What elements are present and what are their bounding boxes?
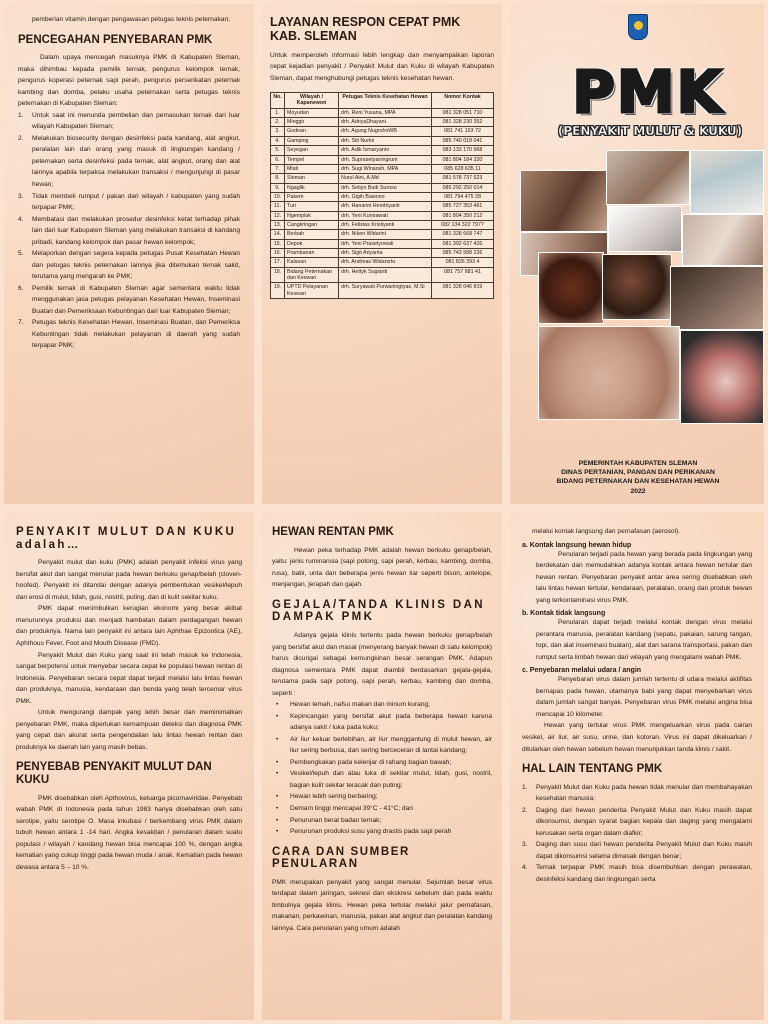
- row-wilayah: Bidang Peternakan dan Keswan: [285, 267, 339, 283]
- col-no: No.: [271, 93, 285, 109]
- prevention-item-number: 4.: [18, 215, 24, 223]
- row-kontak: 085 740 018 041: [432, 136, 494, 145]
- photo-foot: [670, 266, 764, 330]
- table-row: [271, 239, 494, 248]
- symptom-item: • Hewan lebih sering berbaring;: [276, 791, 492, 803]
- row-kontak: 081 794 475 28: [432, 192, 494, 201]
- prevention-item-text: Melaporkan dengan segera kepada petugas Pusat Kesehatan Hewan dan petugas teknis peternakan lainnya jika ditemukan ternak sakit, terutama yang mengarah ke PMK;: [32, 250, 240, 281]
- row-kontak: 083 133 170 968: [432, 146, 494, 155]
- other-item-number: 1.: [522, 783, 528, 791]
- row-wilayah: Sleman: [285, 174, 339, 183]
- susceptible-heading: HEWAN RENTAN PMK: [272, 526, 394, 538]
- photo-interdigital-lesion: [602, 254, 672, 320]
- table-header-row: [271, 93, 494, 109]
- row-petugas: drh. Hettyk Sugianti: [339, 267, 432, 283]
- row-petugas: drh. Sigit Ariyanta: [339, 248, 432, 257]
- row-petugas: drh. Suprasetyaningrum: [339, 155, 432, 164]
- col-wilayah: Wilayah / Kapanewon: [285, 93, 339, 109]
- prevention-item-number: 7.: [18, 319, 24, 327]
- prevention-item-number: 6.: [18, 284, 24, 292]
- row-wilayah: Ngemplak: [285, 211, 339, 220]
- table-row: [271, 258, 494, 267]
- symptoms-heading: GEJALA/TANDA KLINIS DAN DAMPAK PMK: [272, 598, 486, 624]
- gov-line-1: PEMERINTAH KABUPATEN SLEMAN: [578, 460, 698, 467]
- prevention-item-text: Pemilik ternak di Kabupaten Sleman agar sementara waktu tidak menggunakan jasa petugas pelayanan Kesehatan Hewan, Inseminasi Buatan dan Pemeriksaan Kebuntingan dari luar Kabupaten Sleman;: [32, 284, 240, 315]
- row-petugas: Nurul Aini, A.Md: [339, 174, 432, 183]
- symptom-item: • Air liur keluar berlebihan, air liur menggantung di mulut hewan, air liur sering berbusa, dan sering berceceran di lantai kandang;: [276, 734, 492, 757]
- table-row: [271, 248, 494, 257]
- photo-nose-saliva: [538, 326, 680, 420]
- photo-hoof-ulcer: [538, 252, 604, 324]
- prevention-item-text: Tidak membeli rumput / pakan dari wilayah / kabupaten yang sudah terpapar PMK;: [32, 192, 240, 212]
- table-row: [271, 118, 494, 127]
- row-kontak: 081 804 350 212: [432, 211, 494, 220]
- prevention-list: [18, 110, 240, 352]
- definition-paragraph-4: Untuk mengurangi dampak yang lebih besar dan meminimalkan penyebaran PMK, maka diperlukan kemampuan deteksi dan diagnosa PMK yang cepat dan akurat serta pengendalian lalu lintas hewan rentan dan produknya ke daerah lain yang masih bebas.: [16, 709, 242, 751]
- symptoms-list: [276, 699, 492, 837]
- symptom-item: • Pembengkakan pada kelenjar di rahang bagian bawah;: [276, 757, 492, 769]
- row-wilayah: Moyudan: [285, 108, 339, 117]
- table-row: [271, 220, 494, 229]
- row-petugas: drh. Suryawati Purwaningtyas, M.Si: [339, 283, 432, 299]
- gov-line-2: DINAS PERTANIAN, PANGAN DAN PERIKANAN: [561, 469, 715, 477]
- row-kontak: 085 743 588 226: [432, 248, 494, 257]
- prevention-item: [18, 283, 240, 318]
- row-kontak: 082 134 322 797?: [432, 220, 494, 229]
- row-no: 16.: [271, 248, 285, 257]
- row-kontak: 081 328 230 352: [432, 118, 494, 127]
- definition-paragraph-1: Penyakit mulut dan kuku (PMK) adalah penyakit infeksi virus yang bersifat akut dan sangat menular pada hewan berkuku genap/belah (cloven-hoofed). Penyakit ini ditandai dengan adanya pembentukan vesikel/lepuh dan erosi di mulut, lidah, gusi, nostril, puting, dan di kulit sekitar kuku.: [16, 559, 242, 601]
- prevention-item-text: Petugas teknis Kesehatan Hewan, Inseminasi Buatan, dan Pemeriksa Kebuntingan tidak melakukan pelayanan di daerah yang sudah terpapar PMK;: [32, 319, 240, 350]
- row-no: 6.: [271, 155, 285, 164]
- cause-heading: PENYEBAB PENYAKIT MULUT DAN KUKU: [16, 761, 212, 786]
- transmission-heading: CARA DAN SUMBER PENULARAN: [272, 845, 410, 871]
- sub-a-text: Penularan terjadi pada hewan yang berada pada lingkungan yang berdekatan dan memudahkan adanya kontak antara hewan tertular dan hewan rentan. Penyebaran penyakit antar area sering disebabkan oleh lalu lintas hewan tertular, kendaraan, peralatan, orang dan produk hewan yang terkontaminasi virus PMK.: [536, 550, 752, 604]
- symptom-item: • Penurunan produksi susu yang drastis pada sapi perah: [276, 826, 492, 838]
- contacts-heading: LAYANAN RESPON CEPAT PMK KAB. SLEMAN: [270, 15, 461, 43]
- table-row: [271, 155, 494, 164]
- prevention-item: [18, 214, 240, 249]
- other-item-text: Ternak terpapar PMK masih bisa disembuhkan dengan perawatan, desinfeksi kandang dan lingkungan serta: [536, 864, 752, 883]
- table-row: [271, 136, 494, 145]
- symptom-item: • Hewan lemah, nafsu makan dan minum kurang;: [276, 699, 492, 711]
- row-petugas: drh. Siti Nurini: [339, 136, 432, 145]
- row-no: 4.: [271, 136, 285, 145]
- symptom-item: • Penurunan berat badan ternak;: [276, 815, 492, 827]
- row-petugas: drh. AdriyaDhayani: [339, 118, 432, 127]
- other-item: [522, 805, 752, 840]
- photo-hoof-lesion: [520, 170, 608, 232]
- sub-b: [522, 610, 752, 663]
- row-no: 15.: [271, 239, 285, 248]
- photo-teat-lesion: [608, 206, 682, 252]
- row-wilayah: Kalasan: [285, 258, 339, 267]
- prevention-item-number: 2.: [18, 134, 24, 142]
- row-kontak: 081 328 051 710: [432, 108, 494, 117]
- row-kontak: 081 578 737 523: [432, 174, 494, 183]
- row-petugas: drh. Yeni Kurniawati: [339, 211, 432, 220]
- row-no: 1.: [271, 108, 285, 117]
- panel-symptoms: [262, 512, 502, 1020]
- other-item: [522, 782, 752, 805]
- gov-line-3: BIDANG PETERNAKAN DAN KESEHATAN HEWAN: [556, 478, 720, 486]
- photo-mouth-lesion: [606, 150, 690, 205]
- prevention-item: [18, 191, 240, 214]
- government-block: [522, 459, 754, 496]
- row-wilayah: Tempel: [285, 155, 339, 164]
- sub-c-text: Penyebaran virus dalam jumlah tertentu di udara melalui aktifitas bernapas pada hewan, utamanya babi yang dapat menyebarkan virus dalam jumlah sangat banyak. Penyebaran virus PMK melalui angina bisa mencapai 10 kilometer.: [536, 676, 752, 718]
- row-petugas: drh. Yeni Prasetyowati: [339, 239, 432, 248]
- row-wilayah: Gamping: [285, 136, 339, 145]
- contacts-paragraph: Untuk memperoleh informasi lebih lengkap dan menyampaikan laporan cepat kejadian penyakit / Penyakit Mulut dan Kuku di wilayah Kabupaten Sleman, dapat menghubungi petugas teknis kesehatan hewan.: [270, 51, 494, 82]
- other-item-number: 3.: [522, 841, 528, 849]
- panel-transmission: [510, 512, 764, 1020]
- col-kontak: Nomor Kontak: [432, 93, 494, 109]
- row-no: 13.: [271, 220, 285, 229]
- prevention-item-text: Melakukan biosecurity dengan desinfeksi pada kandang, alat angkut, peralatan lain dan orang yang masuk di lingkungan kandang / peternakan serta desinfeksi pada ternak, alat angkut, orang dan alat lainnya apabila terpaksa melakukan transaksi / mengunjungi di pasar hewan;: [32, 134, 240, 189]
- photo-open-mouth: [680, 330, 764, 424]
- row-no: 12.: [271, 211, 285, 220]
- photo-tongue: [690, 150, 764, 214]
- row-no: 19.: [271, 283, 285, 299]
- sleman-logo: [628, 14, 648, 40]
- row-kontak: 085 292 250 014: [432, 183, 494, 192]
- photo-gum-lesion: [682, 214, 764, 266]
- row-wilayah: Seyegan: [285, 146, 339, 155]
- sub-c-text-2: Hewan yang tertular virus PMK mengeluarkan virus pada cairan vesikel, air liur, air susu, urine, dan kotoran. Virus ini dapat dikeluarkan / ditularkan oleh hewan sebelum hewan menunjukkan tanda klinis / sakit.: [522, 722, 752, 753]
- prevention-item-number: 5.: [18, 250, 24, 258]
- col-petugas: Petugas Teknis Kesehatan Hewan: [339, 93, 432, 109]
- other-item: [522, 862, 752, 885]
- prevention-item-number: 3.: [18, 192, 24, 200]
- row-wilayah: Godean: [285, 127, 339, 136]
- row-kontak: 081 392 637 426: [432, 239, 494, 248]
- other-list: [522, 782, 752, 886]
- row-petugas: drh. Niken Widarini: [339, 230, 432, 239]
- sub-c: [522, 667, 752, 755]
- prevention-item: [18, 317, 240, 352]
- row-wilayah: Berbah: [285, 230, 339, 239]
- table-row: [271, 230, 494, 239]
- row-petugas: drh. Sugi Winarsih, MPA: [339, 164, 432, 173]
- row-no: 5.: [271, 146, 285, 155]
- row-wilayah: Minggir: [285, 118, 339, 127]
- other-item-text: Daging dari hewan penderita Penyakit Mulut dan Kuku masih dapat dikonsumsi, dengan syarat bagian kepala dan daging yang mengalami kerusakan serta organ dalam diafkir;: [536, 806, 752, 837]
- panel-contacts: [262, 4, 502, 504]
- cover-subtitle: (PENYAKIT MULUT & KUKU): [557, 124, 743, 138]
- table-row: [271, 202, 494, 211]
- prevention-heading: PENCEGAHAN PENYEBARAN PMK: [18, 33, 213, 46]
- row-petugas: drh. Hanarini Hendriyanti: [339, 202, 432, 211]
- row-wilayah: Turi: [285, 202, 339, 211]
- prevention-item: [18, 110, 240, 133]
- other-item-number: 2.: [522, 806, 528, 814]
- table-row: [271, 283, 494, 299]
- panel-cover: [510, 4, 764, 504]
- row-no: 10.: [271, 192, 285, 201]
- row-no: 7.: [271, 164, 285, 173]
- cover-title: PMK: [572, 58, 724, 126]
- row-kontak: 085 628 635 11: [432, 164, 494, 173]
- panel-definition: [4, 512, 254, 1020]
- definition-heading: PENYAKIT MULUT DAN KUKU adalah…: [16, 526, 237, 551]
- other-item-number: 4.: [522, 864, 528, 872]
- sub-a-title: a. Kontak langsung hewan hidup: [522, 541, 632, 549]
- sub-b-title: b. Kontak tidak langsung: [522, 610, 606, 618]
- prevention-item: [18, 133, 240, 191]
- row-wilayah: Depok: [285, 239, 339, 248]
- row-petugas: drh. Reni Yusana, MPA: [339, 108, 432, 117]
- row-kontak: 085 727 353 461: [432, 202, 494, 211]
- transmission-paragraph: PMK merupakan penyakit yang sangat menular. Sejumlah besar virus terdapat dalam jaringan, sekresi dan ekskresi sebelum dan pada waktu timbulnya gejala klinis. Hewan peka tertular melalui jalur pernafasan, makanan, perkawinan, manusia, pakan alat angkut dan peralatan kandang lainnya. Cara penularan yang umum adalah: [272, 878, 492, 933]
- prevention-item: [18, 248, 240, 283]
- table-row: [271, 164, 494, 173]
- table-row: [271, 108, 494, 117]
- definition-paragraph-2: PMK dapat menimbulkan kerugian ekonomi yang besar akibat menurunnya produksi dan menjadi hambatan dalam perdagangan hewan dan produknya. Nama lain penyakit ini antara lain Aphthae Epizootica (AE), Aphthous Fever, Foot and Mouth Disease (FMD).: [16, 605, 242, 647]
- symptom-item: • Kepincangan yang bersifat akut pada beberapa hewan karena adanya sakit / luka pada kuku;: [276, 711, 492, 734]
- symptoms-paragraph: Adanya gejala klinis tertentu pada hewan berkuku genap/belah yang bersifat akut dan masal (menyerang banyak hewan di satu kelompok) harus dicurigai sebagai kemungkinan besar serangan PMK. Adapun diagnosa sementara PMK dapat diambil berdasarkan gejala-gejala, terutama pada sapi potong, sapi perah, kerbau, kambing dan domba, seperti :: [272, 632, 492, 697]
- row-wilayah: Pakem: [285, 192, 339, 201]
- sub-b-text: Penularan dapat terjadi melalui kontak dengan virus melalui perantara manusia, peralatan kandang (sepatu, pakaian, sarung tangan, topi, dan alat inseminasi buatan), alat dan sarana transportasi, pakan dan rumput serta limbah hewan dari wilayah yang mengalami wabah PMK.: [536, 619, 752, 661]
- row-petugas: drh. Felistas Kristiyanti: [339, 220, 432, 229]
- susceptible-paragraph: Hewan peka terhadap PMK adalah hewan berkuku genap/belah, yaitu: jenis ruminansia (sapi potong, sapi perah, kerbau, kambing, domba, rusa), babi, unta dan beberapa jenis hewan liar seperti bison, antelope, menjangan, jerapah dan gajah.: [272, 546, 492, 589]
- table-row: [271, 183, 494, 192]
- panel-prevention: [4, 4, 254, 504]
- row-no: 9.: [271, 183, 285, 192]
- row-wilayah: Cangkringan: [285, 220, 339, 229]
- row-no: 3.: [271, 127, 285, 136]
- prevention-item-text: Untuk saat ini menunda pembelian dan pemasukan ternak dari luar wilayah Kabupaten Sleman;: [32, 111, 240, 131]
- other-item-text: Daging dan susu dari hewan penderita Penyakit Mulut dan Kuku masih dapat dikonsumsi selama dimasak dengan benar;: [536, 841, 752, 860]
- row-no: 11.: [271, 202, 285, 211]
- contacts-table: [270, 92, 494, 299]
- prevention-item-text: Membatasi dan melakukan prosedur desinfeksi ketat terhadap pihak lain dari luar Kabupaten Sleman yang melakukan transaksi di kandang pribadi, kandang kelompok dan pasar hewan kelompok;: [32, 215, 240, 246]
- row-no: 8.: [271, 174, 285, 183]
- symptom-item: • Demam tinggi mencapai 39°C - 41°C; dan: [276, 803, 492, 815]
- cause-paragraph: PMK disebabkan oleh Apthovirus, keluarga picornaviridae. Penyebab wabah PMK di Indonesia pada tahun 1983 hanya disebabkan oleh satu serotipe, yaitu serotipe O. Masa inkubasi / berkembang virus PMK dalam tubuh hewan antara 1 -14 hari. Angka kesakitan / penularan dalam suatu populasi / wilayah / kandang hewan bisa mencapai 100 %, dengan angka kematian yang cukup tinggi pada hewan muda / anak. Kematian pada hewan dewasa antara 5 – 10 %.: [16, 794, 242, 871]
- row-kontak: 081 328 046 819: [432, 283, 494, 299]
- table-row: [271, 192, 494, 201]
- table-row: [271, 127, 494, 136]
- row-kontak: 081 826 393 4: [432, 258, 494, 267]
- row-petugas: drh. Adik Ismaryanto: [339, 146, 432, 155]
- row-no: 2.: [271, 118, 285, 127]
- row-wilayah: Prambanan: [285, 248, 339, 257]
- row-kontak: 081 328 668 747: [432, 230, 494, 239]
- table-row: [271, 211, 494, 220]
- row-kontak: 081 804 184 320: [432, 155, 494, 164]
- gov-year: 2022: [630, 487, 646, 495]
- definition-paragraph-3: Penyakit Mulut dan Kuku yang saat ini telah masuk ke Indonesia, sangat berpotensi untuk menyebar secara cepat ke populasi hewan rentan di Indonesia. Penyebaran secara cepat dapat terjadi melalui lalu lintas hewan dan produknya, manusia, kendaraan dan benda yang telah tercemar virus PMK.: [16, 651, 242, 705]
- intro-tail: pemberian vitamin dengan pengawasan petugas teknis peternakan;: [32, 16, 230, 23]
- other-heading: HAL LAIN TENTANG PMK: [522, 763, 663, 776]
- row-kontak: 081 741 153 72: [432, 127, 494, 136]
- other-item-text: Penyakit Mulut dan Kuku pada hewan tidak menular dan membahayakan kesehatan manusia;: [536, 783, 752, 803]
- table-row: [271, 267, 494, 283]
- row-petugas: drh. Gigih Bawono: [339, 192, 432, 201]
- row-petugas: drh. Andreas Widarsrto: [339, 258, 432, 267]
- symptom-item: • Vesikel/lepuh dan atau luka di sekitar mulut, lidah, gusi, nostril, bagian kulit sekitar teracak dan puting;: [276, 768, 492, 791]
- row-wilayah: Mlati: [285, 164, 339, 173]
- row-no: 14.: [271, 230, 285, 239]
- row-kontak: 081 757 681 41: [432, 267, 494, 283]
- transmission-intro: melalui kontak langsung dan pernafasan (aerosol).: [532, 528, 681, 535]
- row-wilayah: Ngaglik: [285, 183, 339, 192]
- prevention-item-number: 1.: [18, 111, 24, 119]
- row-wilayah: UPTD Pelayanan Keswan: [285, 283, 339, 299]
- sub-a: [522, 542, 752, 607]
- table-row: [271, 174, 494, 183]
- row-no: 18.: [271, 267, 285, 283]
- other-item: [522, 839, 752, 862]
- row-petugas: drh. Agung NugrohoWB: [339, 127, 432, 136]
- row-petugas: drh. Setiyo Budi Suroso: [339, 183, 432, 192]
- sub-c-title: c. Penyebaran melalui udara / angin: [522, 667, 642, 675]
- prevention-paragraph: Dalam upaya mencegah masuknya PMK di Kabupaten Sleman, maka dihimbau kepada pemilik ternak, pengurus kelompok ternak, pengurus koperasi peternak sapi perah, pengurus perserikatan peternak kambing dan domba, pelaku usaha peternakan serta petugas teknis peternakan di Kabupaten Sleman:: [18, 54, 240, 108]
- table-row: [271, 146, 494, 155]
- row-no: 17.: [271, 258, 285, 267]
